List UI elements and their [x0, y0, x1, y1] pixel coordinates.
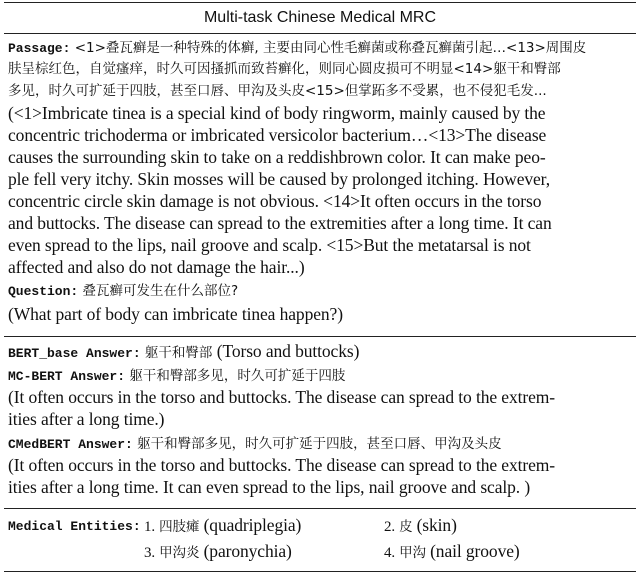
mc-bert-answer: MC-BERT Answer: 躯干和臀部多见，时久可扩延于四肢: [8, 368, 346, 384]
bert-base-answer: BERT_base Answer: 躯干和臀部 (Torso and buttocks): [8, 341, 360, 361]
entity-item: 3. 甲沟炎 (paronychia): [144, 541, 292, 561]
passage-line: 多见，时久可扩延于四肢，甚至口唇、甲沟及头皮<15>但掌跖多不受累，也不侵犯毛发...: [8, 83, 547, 99]
title-rule: [4, 33, 636, 34]
top-rule: [4, 2, 636, 3]
medical-entities-row: [8, 515, 634, 536]
passage-en-line: causes the surrounding skin to take on a reddishbrown color. It can make peo-: [8, 147, 546, 167]
cmedbert-en-line: ities after a long time. It can even spread to the lips, nail groove and scalp. ): [8, 477, 531, 497]
section-rule: [4, 336, 636, 337]
table-title: Multi-task Chinese Medical MRC: [203, 9, 437, 26]
passage-en-line: concentric circle skin damage is not obvious. <14>It often occurs in the torso: [8, 191, 542, 211]
passage-line: Passage: <1>叠瓦癣是一种特殊的体癣, 主要由同心性毛癣菌或称叠瓦癣菌引起…<13>周围皮: [8, 40, 587, 56]
section-rule: [4, 508, 636, 509]
mc-bert-en-line: (It often occurs in the torso and buttocks. The disease can spread to the extrem-: [8, 387, 556, 407]
entity-item: 1. 四肢瘫 (quadriplegia): [144, 515, 302, 535]
passage-en-line: concentric trichoderma or imbricated versicolor bacterium…<13>The disease: [8, 125, 547, 145]
passage-line: 肤呈棕红色，自觉瘙痒，时久可因搔抓而致苔癣化，则同心圆皮损可不明显<14>躯干和臀部: [8, 61, 561, 77]
question-label: Question:: [8, 284, 79, 299]
cmedbert-answer: CMedBERT Answer: 躯干和臀部多见，时久可扩延于四肢，甚至口唇、甲沟及头皮: [8, 436, 502, 452]
passage-en-line: (<1>Imbricate tinea is a special kind of body ringworm, mainly caused by the: [8, 103, 546, 123]
mc-bert-en-line: ities after a long time.): [8, 409, 165, 429]
passage-label: Passage:: [8, 41, 71, 56]
cmedbert-en-line: (It often occurs in the torso and buttocks. The disease can spread to the extrem-: [8, 455, 556, 475]
passage-en-line: affected and also do not damage the hair...): [8, 257, 305, 277]
passage-en-line: and buttocks. The disease can spread to the extremities after a long time. It can: [8, 213, 552, 233]
bottom-rule: [4, 571, 636, 572]
question-en: (What part of body can imbricate tinea happen?): [8, 304, 343, 324]
question-line: Question: 叠瓦癣可发生在什么部位?: [8, 283, 239, 299]
entity-item: 2. 皮 (skin): [384, 515, 457, 535]
passage-en-line: even spread to the lips, nail groove and scalp. <15>But the metatarsal is not: [8, 235, 531, 255]
entities-label: Medical Entities:: [8, 519, 141, 534]
medical-entities-row: [8, 541, 634, 562]
passage-en-line: ple fell very itchy. Skin mosses will be caused by prolonged itching. However,: [8, 169, 550, 189]
entity-item: 4. 甲沟 (nail groove): [384, 541, 520, 561]
